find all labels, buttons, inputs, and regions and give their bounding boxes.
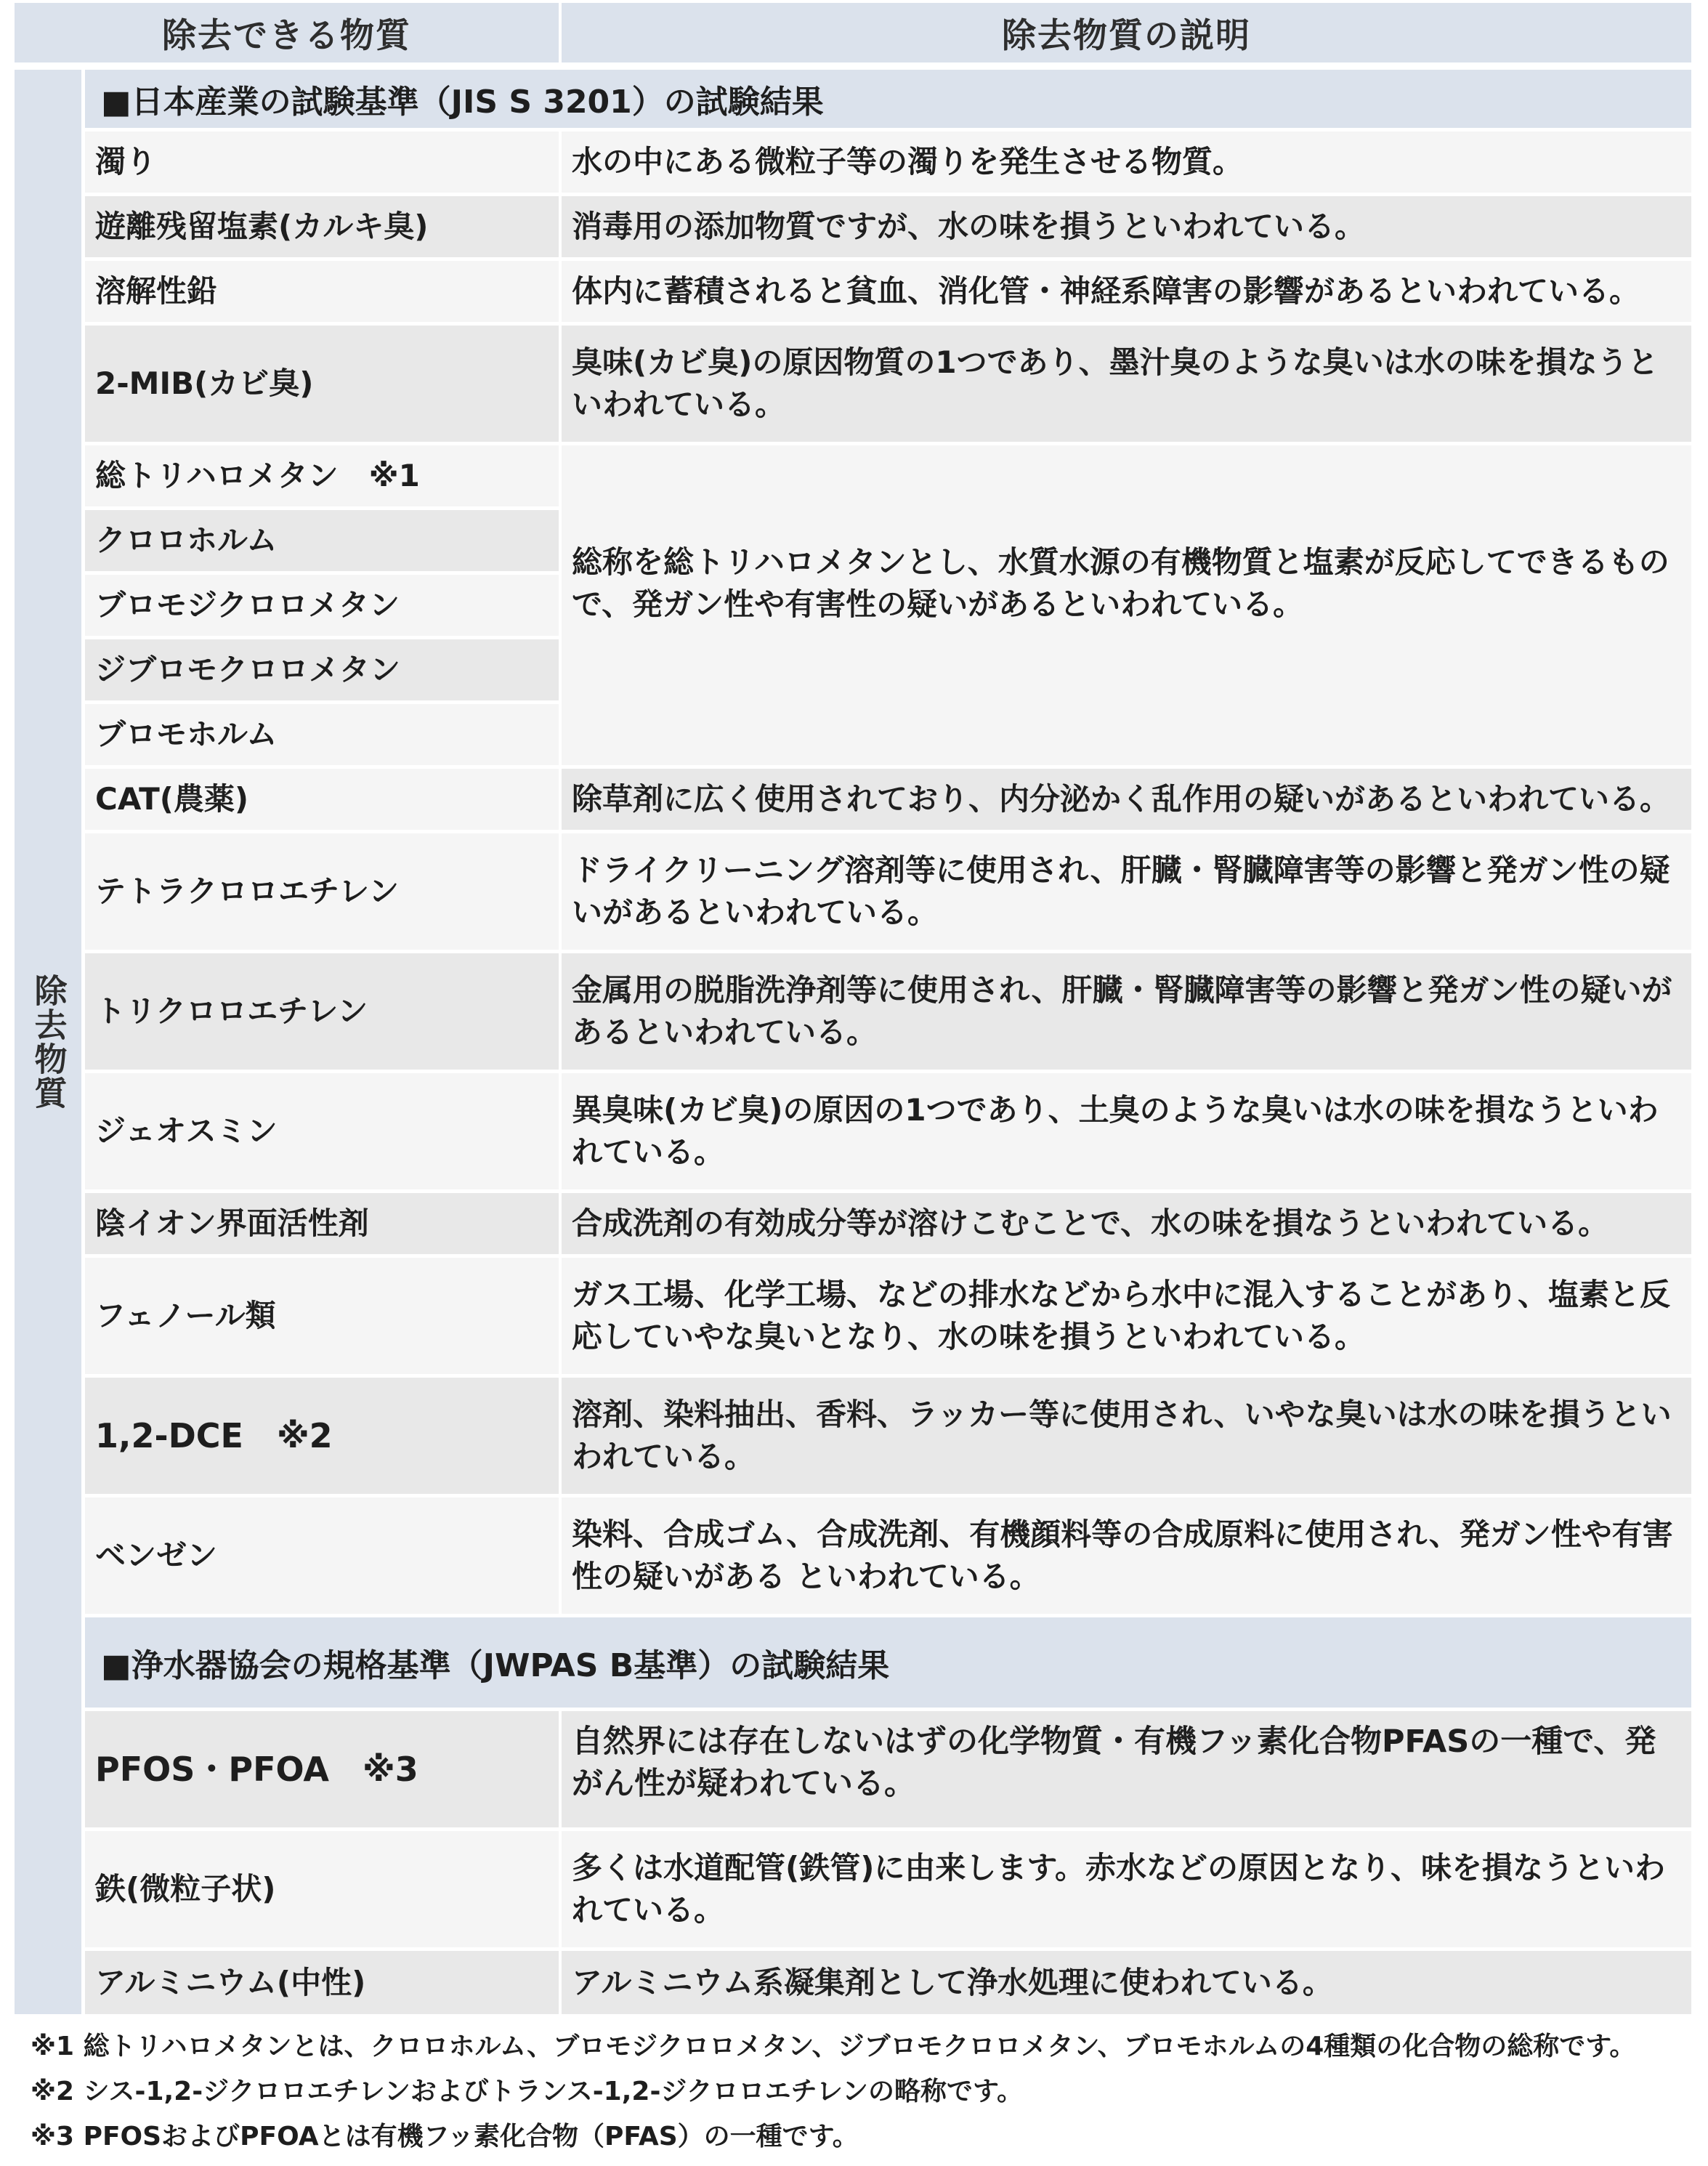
column-header-substance: 除去できる物質 — [15, 3, 559, 62]
substance-name: ジブロモクロロメタン — [85, 639, 559, 700]
substance-name: 2-MIB(カビ臭) — [85, 326, 559, 442]
substance-name: 鉄(微粒子状) — [85, 1831, 559, 1947]
substance-name: テトラクロロエチレン — [85, 833, 559, 950]
substance-description: 染料、合成ゴム、合成洗剤、有機顔料等の合成原料に使用され、発ガン性や有害性の疑いがある といわれている。 — [562, 1498, 1691, 1614]
substance-name: PFOS・PFOA ※3 — [85, 1711, 559, 1827]
substance-name: CAT(農薬) — [85, 769, 559, 830]
section-title-jwpas: ■浄水器協会の規格基準（JWPAS B基準）の試験結果 — [85, 1617, 1691, 1708]
substance-name: 濁り — [85, 132, 559, 193]
column-header-description: 除去物質の説明 — [562, 3, 1691, 62]
substance-description: 水の中にある微粒子等の濁りを発生させる物質。 — [562, 132, 1691, 193]
substance-description: 多くは水道配管(鉄管)に由来します。赤水などの原因となり、味を損なうといわれている。 — [562, 1831, 1691, 1947]
substance-name: ジェオスミン — [85, 1073, 559, 1189]
substance-name: クロロホルム — [85, 510, 559, 571]
side-label: 除去物質 — [28, 974, 68, 1110]
substance-description: 臭味(カビ臭)の原因物質の1つであり、墨汁臭のような臭いは水の味を損なうといわれている。 — [562, 326, 1691, 442]
substance-description: 異臭味(カビ臭)の原因の1つであり、土臭のような臭いは水の味を損なうといわれている。 — [562, 1073, 1691, 1189]
substance-name: ベンゼン — [85, 1498, 559, 1614]
substance-description: 金属用の脱脂洗浄剤等に使用され、肝臓・腎臓障害等の影響と発ガン性の疑いがあるといわれている。 — [562, 953, 1691, 1070]
side-label-column — [15, 70, 81, 2014]
substance-name: 1,2-DCE ※2 — [85, 1378, 559, 1494]
section-title-jis: ■日本産業の試験基準（JIS S 3201）の試験結果 — [85, 70, 1691, 128]
substance-name: アルミニウム(中性) — [85, 1951, 559, 2014]
substance-description: 自然界には存在しないはずの化学物質・有機フッ素化合物PFASの一種で、発がん性が疑われている。 — [562, 1711, 1691, 1827]
footnote-1: ※1 総トリハロメタンとは、クロロホルム、ブロモジクロロメタン、ジブロモクロロメタン、ブロモホルムの4種類の化合物の総称です。 — [31, 2032, 1636, 2061]
substance-description: アルミニウム系凝集剤として浄水処理に使われている。 — [562, 1951, 1691, 2014]
footnotes — [31, 2024, 1694, 2159]
substance-name: 遊離残留塩素(カルキ臭) — [85, 196, 559, 257]
substance-name: トリクロロエチレン — [85, 953, 559, 1070]
substance-description: 消毒用の添加物質ですが、水の味を損うといわれている。 — [562, 196, 1691, 257]
substance-name: 溶解性鉛 — [85, 261, 559, 322]
substance-description: ドライクリーニング溶剤等に使用され、肝臓・腎臓障害等の影響と発ガン性の疑いがあるといわれている。 — [562, 833, 1691, 950]
substance-description: 合成洗剤の有効成分等が溶けこむことで、水の味を損なうといわれている。 — [562, 1193, 1691, 1254]
substance-description: 体内に蓄積されると貧血、消化管・神経系障害の影響があるといわれている。 — [562, 261, 1691, 322]
footnote-3: ※3 PFOSおよびPFOAとは有機フッ素化合物（PFAS）の一種です。 — [31, 2122, 859, 2151]
substance-name: 総トリハロメタン ※1 — [85, 445, 559, 506]
substance-description: 総称を総トリハロメタンとし、水質水源の有機物質と塩素が反応してできるもので、発ガン性や有害性の疑いがあるといわれている。 — [562, 445, 1691, 765]
substance-description: ガス工場、化学工場、などの排水などから水中に混入することがあり、塩素と反応していやな臭いとなり、水の味を損うといわれている。 — [562, 1258, 1691, 1374]
substance-name: ブロモジクロロメタン — [85, 575, 559, 636]
substance-description: 溶剤、染料抽出、香料、ラッカー等に使用され、いやな臭いは水の味を損うといわれている。 — [562, 1378, 1691, 1494]
footnote-2: ※2 シス-1,2-ジクロロエチレンおよびトランス-1,2-ジクロロエチレンの略称です。 — [31, 2077, 1024, 2106]
substance-name: ブロモホルム — [85, 704, 559, 765]
substance-name: フェノール類 — [85, 1258, 559, 1374]
substance-name: 陰イオン界面活性剤 — [85, 1193, 559, 1254]
substance-description: 除草剤に広く使用されており、内分泌かく乱作用の疑いがあるといわれている。 — [562, 769, 1691, 830]
